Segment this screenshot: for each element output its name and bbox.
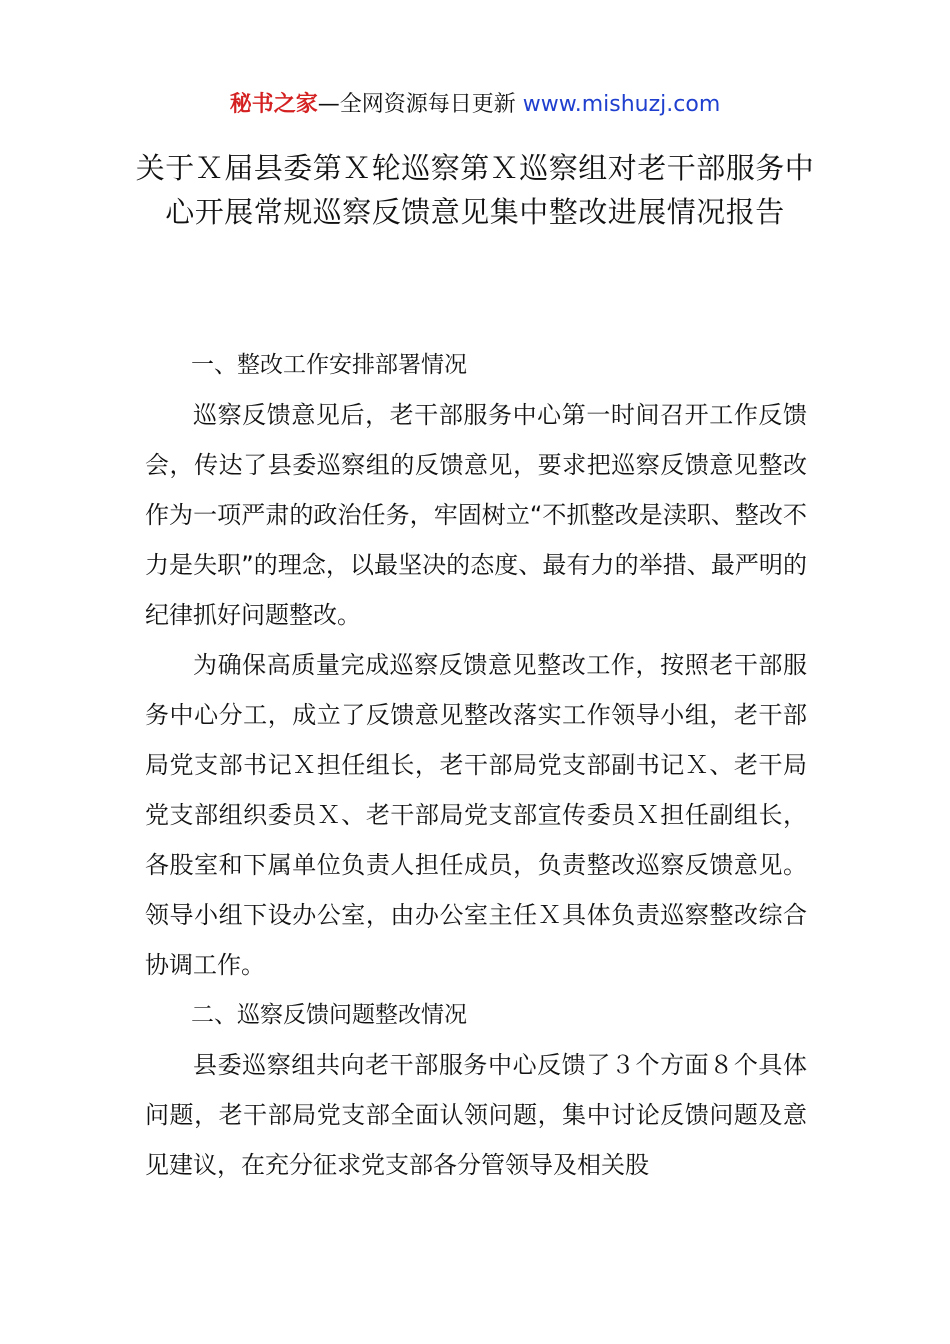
site-tagline: —全网资源每日更新 — [317, 92, 523, 117]
paragraph-1: 巡察反馈意见后，老干部服务中心第一时间召开工作反馈会，传达了县委巡察组的反馈意见，要求把巡察反馈意见整改作为一项严肃的政治任务，牢固树立“不抓整改是渎职、整改不力是失职”的理念，以最坚决的态度、最有力的举措、最严明的纪律抓好问题整改。 — [145, 401, 807, 629]
paragraph-3: 县委巡察组共向老干部服务中心反馈了３个方面８个具体问题，老干部局党支部全面认领问题，集中讨论反馈问题及意见建议，在充分征求党支部各分管领导及相关股 — [145, 1051, 807, 1179]
section-heading-2: 二、巡察反馈问题整改情况 — [191, 1002, 467, 1028]
site-url-link[interactable]: www.mishuzj.com — [522, 92, 721, 117]
site-header — [0, 88, 950, 122]
document-body — [145, 340, 807, 1190]
section-heading-1: 一、整改工作安排部署情况 — [191, 352, 467, 378]
site-brand: 秘书之家 — [229, 92, 318, 117]
paragraph-2: 为确保高质量完成巡察反馈意见整改工作，按照老干部服务中心分工，成立了反馈意见整改落实工作领导小组，老干部局党支部书记Ｘ担任组长，老干部局党支部副书记Ｘ、老干局党支部组织委员Ｘ、老干部局党支部宣传委员Ｘ担任副组长，各股室和下属单位负责人担任成员，负责整改巡察反馈意见。领导小组下设办公室，由办公室主任Ｘ具体负责巡察整改综合协调工作。 — [145, 651, 807, 979]
document-title: 关于Ｘ届县委第Ｘ轮巡察第Ｘ巡察组对老干部服务中心开展常规巡察反馈意见集中整改进展情况报告 — [135, 151, 815, 229]
